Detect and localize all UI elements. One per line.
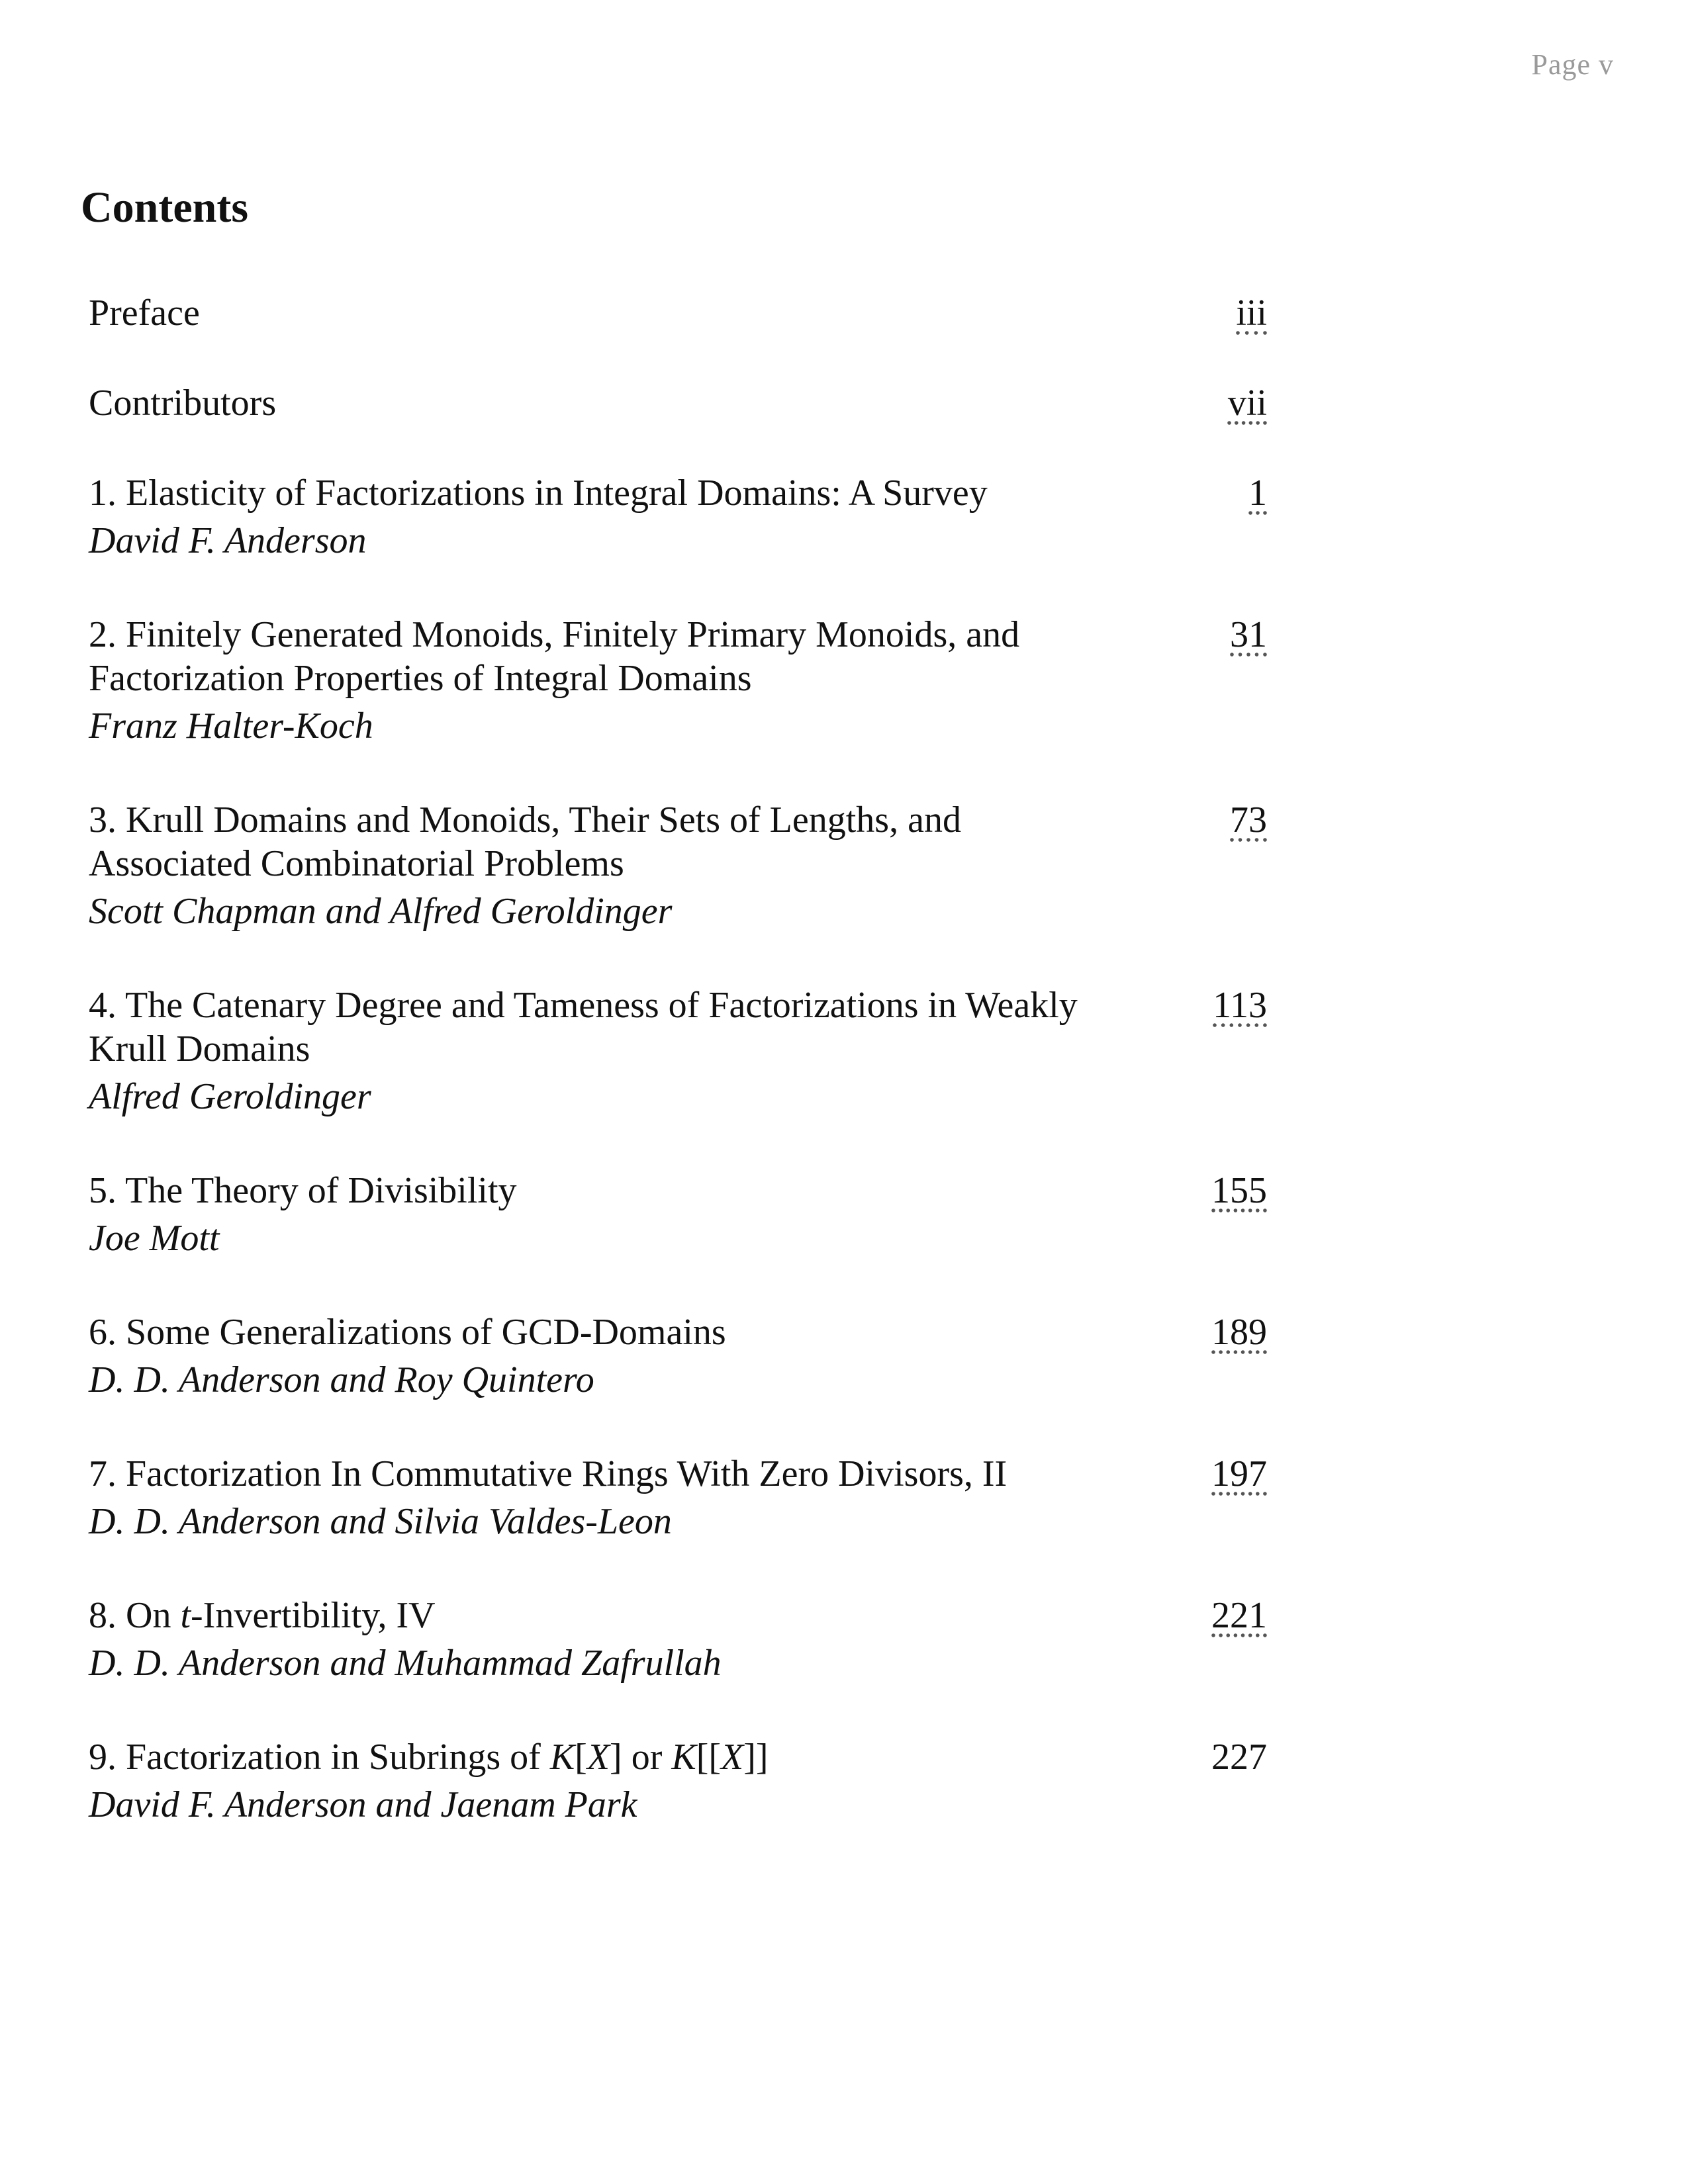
title-italic-k: K — [549, 1737, 575, 1778]
title-part: ]] — [743, 1737, 769, 1778]
title-part: [[ — [696, 1737, 721, 1778]
toc-entry-author: D. D. Anderson and Roy Quintero — [89, 1359, 594, 1400]
toc-page-link[interactable]: 73 — [1230, 799, 1267, 841]
toc-entry-title: Contributors — [89, 383, 277, 424]
toc-entry-title — [89, 1594, 1095, 1637]
table-of-contents — [89, 291, 1267, 1827]
toc-entry-title: 1. Elasticity of Factorizations in Integral Domains: A Survey — [89, 473, 988, 514]
page-number-label: Page v — [1531, 48, 1614, 81]
title-italic-x: X — [721, 1737, 744, 1778]
toc-entry-chapter-2[interactable] — [89, 613, 1267, 748]
toc-entry-author: Scott Chapman and Alfred Geroldinger — [89, 891, 673, 932]
toc-page-link[interactable]: 1 — [1248, 473, 1267, 514]
toc-entry-chapter-1[interactable] — [89, 471, 1267, 563]
toc-entry-author: David F. Anderson — [89, 520, 367, 561]
toc-entry-chapter-4[interactable] — [89, 983, 1267, 1118]
toc-entry-author: Joe Mott — [89, 1218, 220, 1259]
title-part: [ — [575, 1737, 587, 1778]
toc-entry-author: Alfred Geroldinger — [89, 1076, 371, 1117]
toc-entry-title: 7. Factorization In Commutative Rings With Zero Divisors, II — [89, 1453, 1008, 1494]
toc-entry-title: 2. Finitely Generated Monoids, Finitely Primary Monoids, and Factorization Properties of Integral Domains — [89, 614, 1020, 699]
toc-entry-title — [89, 1735, 1095, 1779]
title-italic-x: X — [586, 1737, 610, 1778]
contents-heading: Contents — [81, 183, 249, 232]
title-part: ] or — [610, 1737, 672, 1778]
toc-page-link[interactable]: 197 — [1211, 1453, 1267, 1494]
title-part: 9. Factorization in Subrings of — [89, 1737, 550, 1778]
toc-entry-contributors[interactable] — [89, 381, 1267, 425]
toc-page-number: 227 — [1211, 1737, 1267, 1778]
toc-entry-chapter-6[interactable] — [89, 1310, 1267, 1402]
toc-page-link[interactable]: 113 — [1213, 985, 1267, 1026]
toc-page-link[interactable]: 221 — [1211, 1595, 1267, 1636]
toc-entry-chapter-7[interactable] — [89, 1452, 1267, 1543]
toc-entry-title: 4. The Catenary Degree and Tameness of Factorizations in Weakly Krull Domains — [89, 985, 1078, 1069]
toc-entry-title: 6. Some Generalizations of GCD-Domains — [89, 1312, 726, 1353]
toc-page-link[interactable]: 189 — [1211, 1312, 1267, 1353]
toc-entry-author: D. D. Anderson and Silvia Valdes-Leon — [89, 1501, 672, 1542]
toc-entry-title: 3. Krull Domains and Monoids, Their Sets of Lengths, and Associated Combinatorial Problems — [89, 799, 961, 884]
toc-page-link[interactable]: iii — [1236, 293, 1267, 334]
toc-entry-author: David F. Anderson and Jaenam Park — [89, 1784, 637, 1825]
toc-page-link[interactable]: 155 — [1211, 1170, 1267, 1211]
toc-entry-chapter-8[interactable] — [89, 1594, 1267, 1685]
toc-entry-chapter-9 — [89, 1735, 1267, 1827]
toc-page-link[interactable]: 31 — [1230, 614, 1267, 655]
toc-entry-title: 5. The Theory of Divisibility — [89, 1170, 517, 1211]
toc-entry-chapter-5[interactable] — [89, 1169, 1267, 1260]
title-italic-k: K — [671, 1737, 696, 1778]
toc-entry-preface[interactable] — [89, 291, 1267, 335]
title-part: -Invertibility, IV — [191, 1595, 436, 1636]
title-italic-t: t — [180, 1595, 191, 1636]
toc-entry-chapter-3[interactable] — [89, 798, 1267, 933]
title-part: 8. On — [89, 1595, 181, 1636]
toc-entry-title: Preface — [89, 293, 200, 334]
toc-entry-author: D. D. Anderson and Muhammad Zafrullah — [89, 1643, 722, 1684]
toc-entry-author: Franz Halter-Koch — [89, 705, 373, 747]
toc-page-link[interactable]: vii — [1227, 383, 1267, 424]
